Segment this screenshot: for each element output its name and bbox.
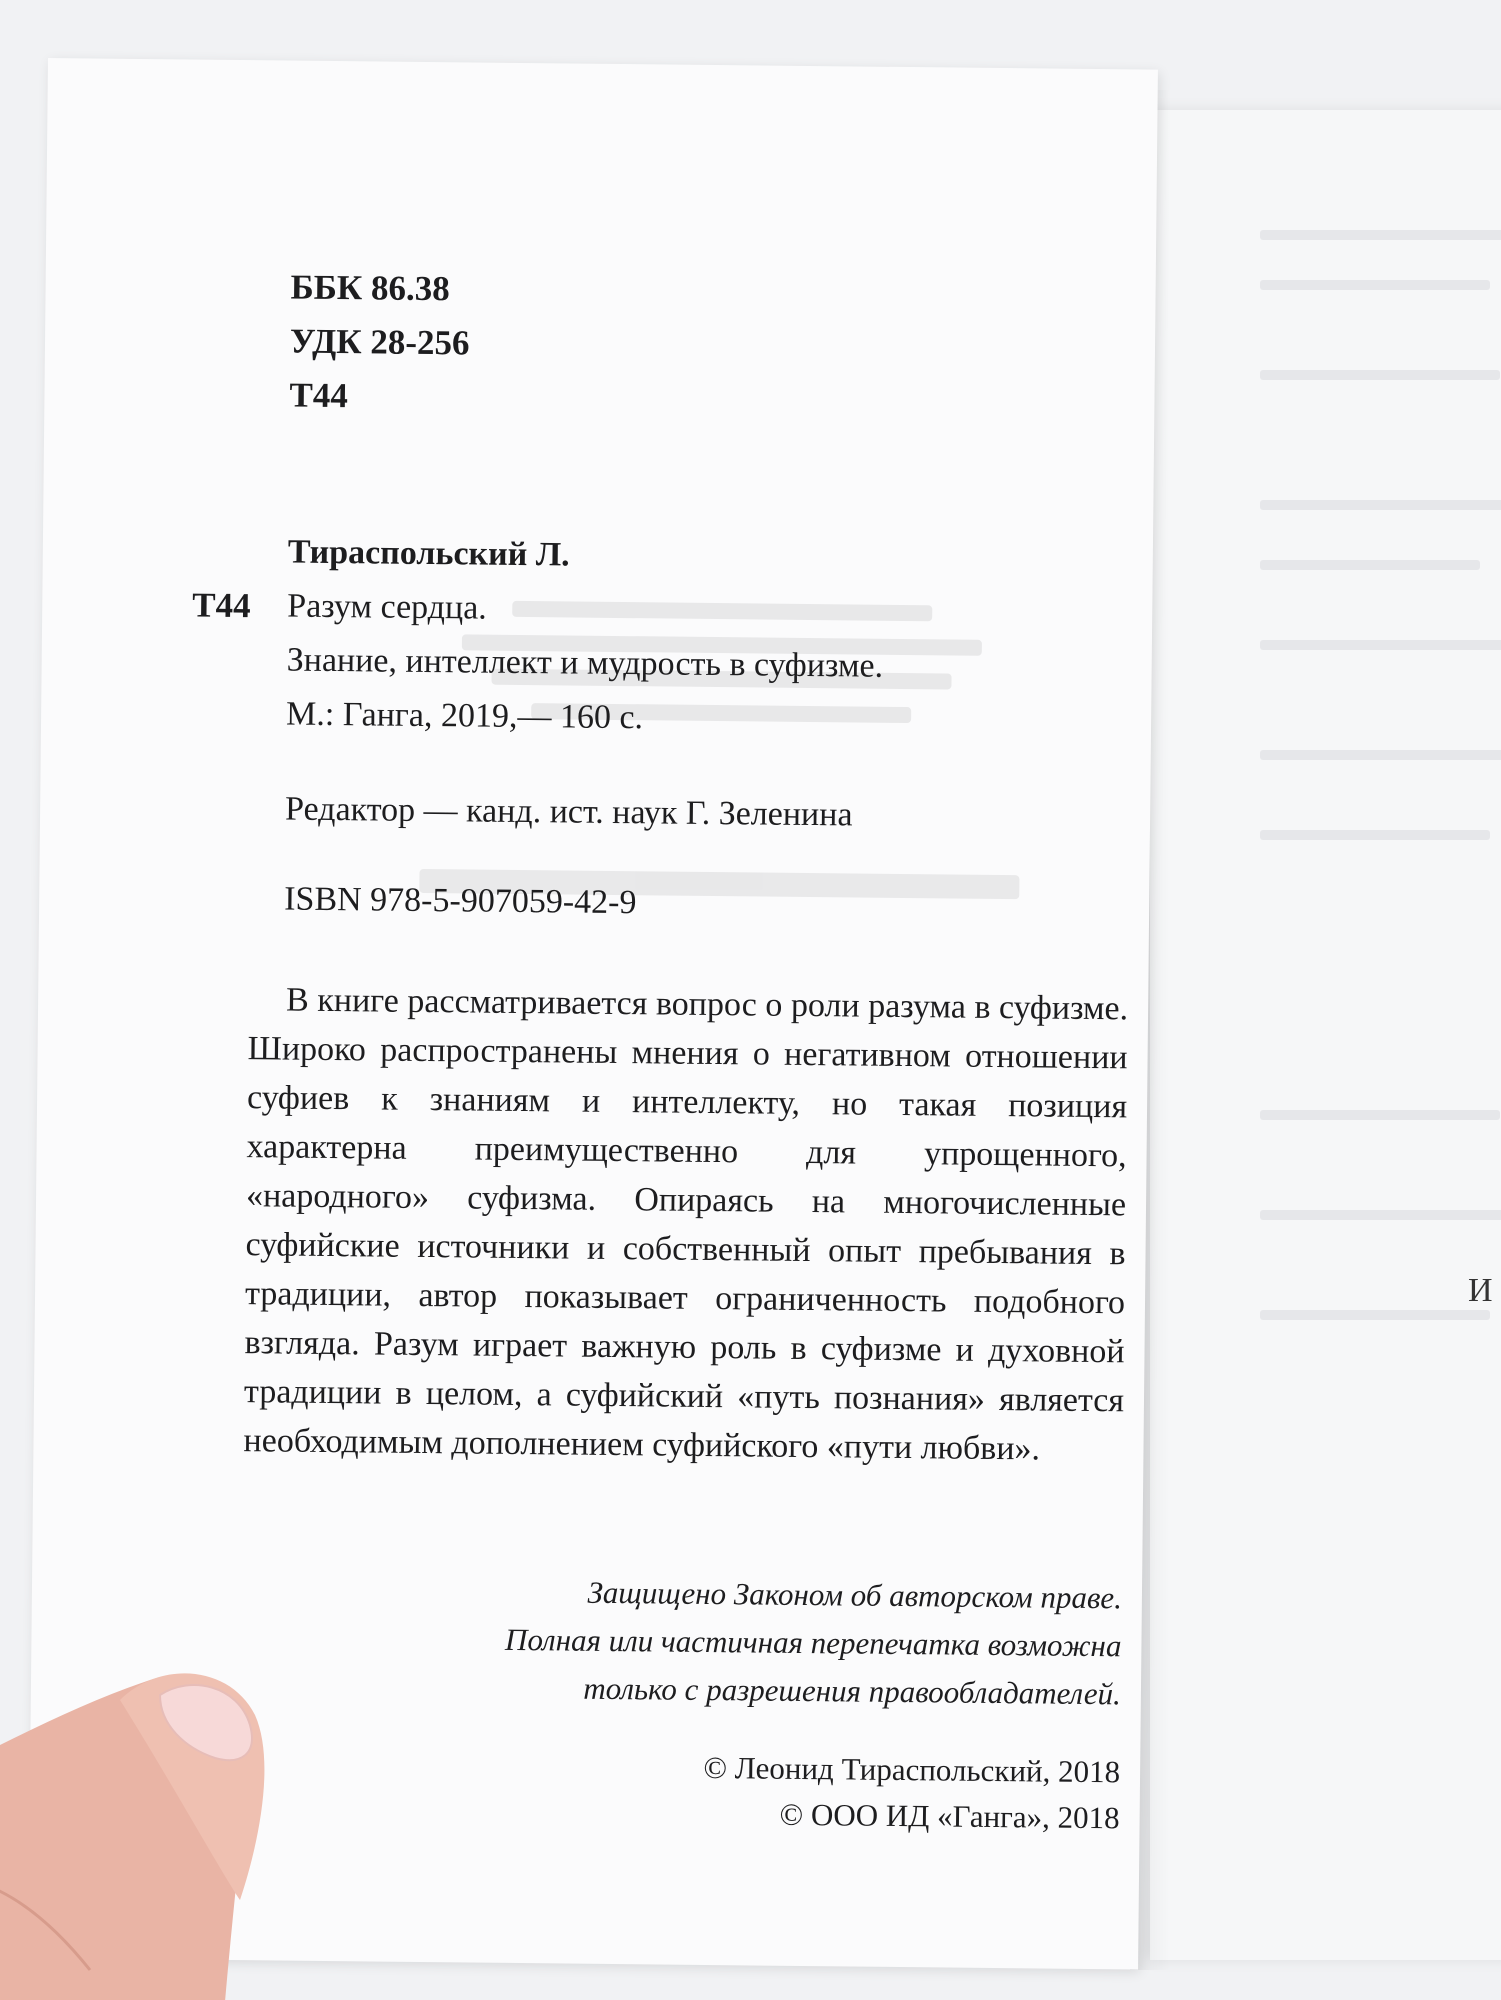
book-subtitle: Знание, интеллект и мудрость в суфизме. (286, 641, 884, 685)
copyright-holders (479, 1743, 1120, 1842)
faint-text-line (1260, 1110, 1500, 1120)
isbn: ISBN 978-5-907059-42-9 (284, 880, 637, 922)
bibliographic-record (286, 526, 885, 748)
author-name: Тираспольский Л. (287, 533, 570, 574)
imprint: М.: Ганга, 2019,— 160 с. (285, 695, 644, 737)
copyright-publisher: © ООО ИД «Ганга», 2018 (779, 1796, 1120, 1836)
author-sign: Т44 (289, 375, 349, 416)
next-page-letter: И (1468, 1272, 1493, 1309)
faint-text-line (1260, 830, 1490, 840)
faint-text-line (1260, 750, 1501, 760)
faint-text-line (1260, 500, 1501, 510)
faint-text-line (1260, 640, 1501, 650)
copyright-notice (331, 1566, 1122, 1718)
bbk-code: ББК 86.38 (290, 267, 450, 309)
copyright-notice-line: только с разрешения правообладателей. (583, 1670, 1122, 1712)
copyright-notice-line: Полная или частичная перепечатка возможна (504, 1621, 1122, 1664)
faint-text-line (1260, 280, 1490, 290)
classification-codes (289, 261, 470, 425)
author-sign-margin: Т44 (192, 585, 251, 626)
copyright-author: © Леонид Тираспольский, 2018 (703, 1749, 1121, 1790)
faint-text-line (1260, 230, 1501, 240)
udk-code: УДК 28-256 (289, 321, 470, 363)
book-page (28, 58, 1158, 1970)
faint-text-line (1260, 370, 1500, 380)
facing-page (1150, 110, 1501, 1960)
faint-text-line (1260, 560, 1480, 570)
faint-text-line (1260, 1210, 1501, 1220)
copyright-notice-line: Защищено Законом об авторском праве. (587, 1574, 1123, 1616)
editor-line: Редактор — канд. ист. наук Г. Зеленина (284, 790, 853, 834)
faint-text-line (1260, 1310, 1490, 1320)
book-title: Разум сердца. (287, 587, 487, 627)
abstract: В книге рассматривается вопрос о роли разума в суфизме. Широко распространены мнения о негативном отношении суфиев к знаниям и интеллекту, но такая позиция характерна преимущественно для упрощенного, «народного» суфизма. Опираясь на многочисленные суфийские источники и собственный опыт пребывания в традиции, автор показывает ограниченность подобного взгляда. Разум играет важную роль в суфизме и духовной традиции в целом, а суфийский «путь познания» является необходимым дополнением суфийского «пути любви». (243, 981, 1129, 1468)
